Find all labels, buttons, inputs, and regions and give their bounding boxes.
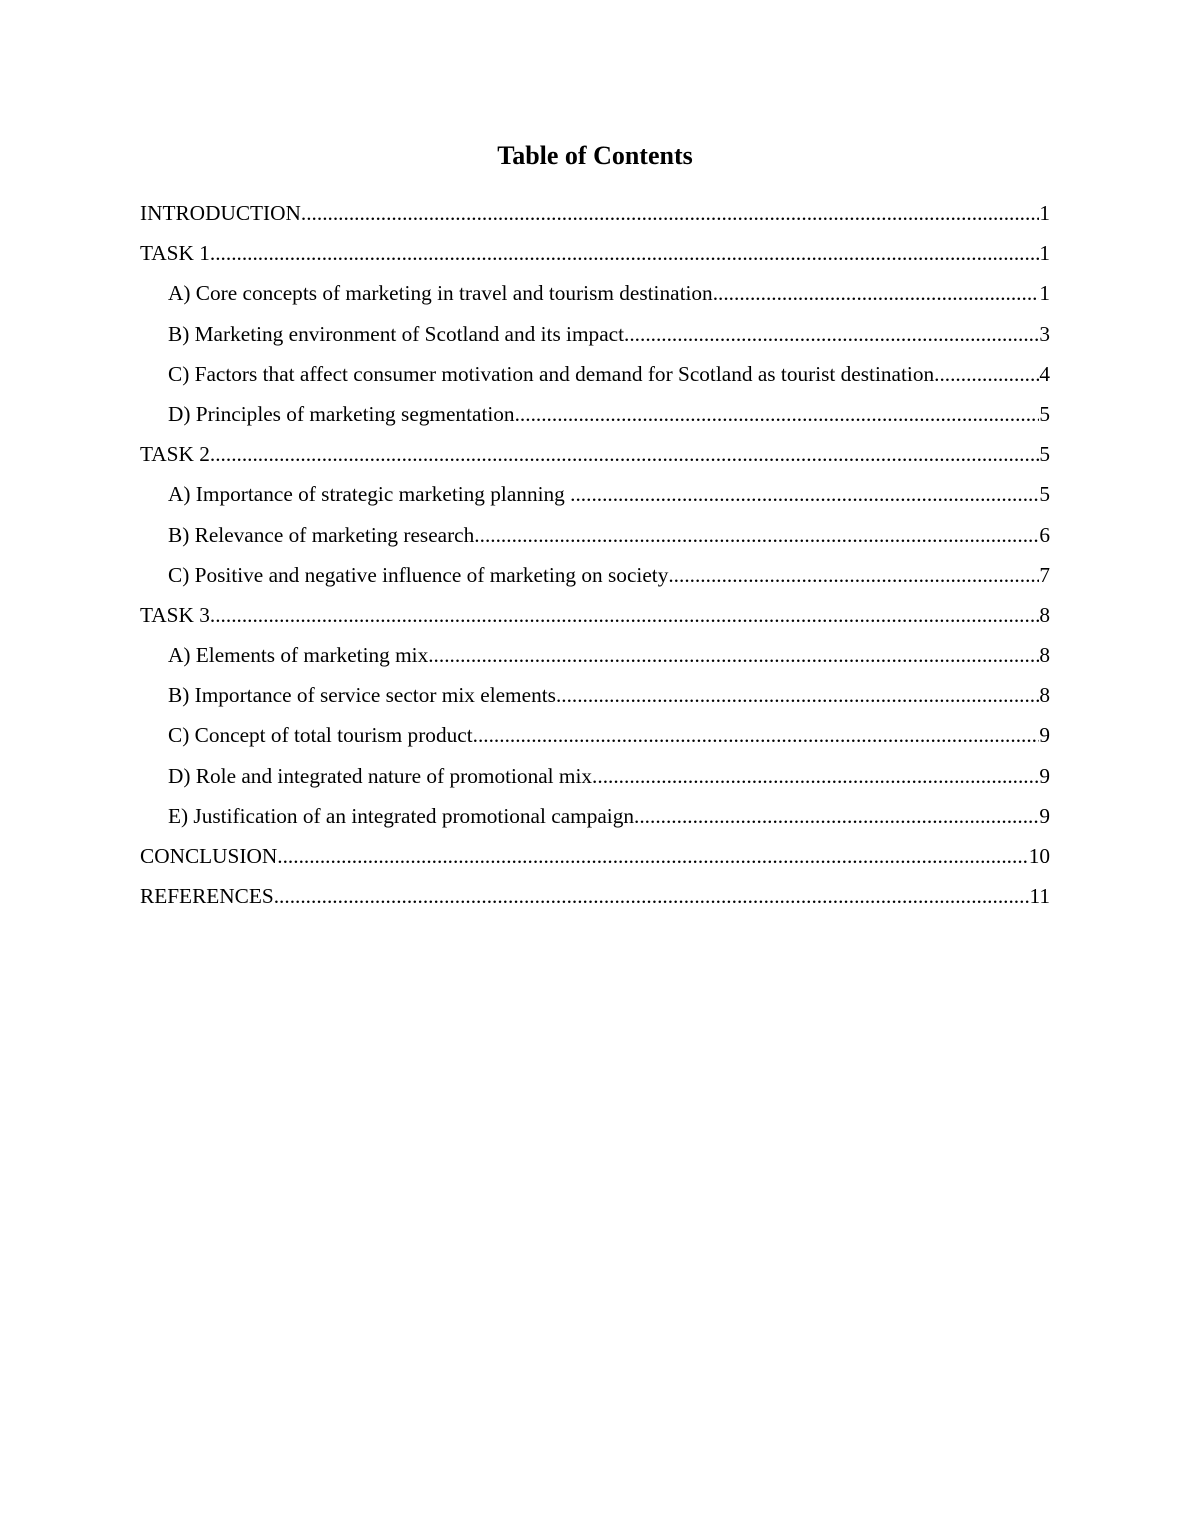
toc-entry-page-number: 8 xyxy=(1039,602,1050,627)
dot-leader xyxy=(301,196,1039,230)
toc-entry-task-1-a[interactable] xyxy=(140,276,1050,316)
dot-leader xyxy=(634,799,1039,833)
toc-entry-task-1-c[interactable] xyxy=(140,357,1050,397)
dot-leader xyxy=(934,357,1039,391)
dot-leader xyxy=(556,678,1039,712)
toc-entry-page-number: 5 xyxy=(1039,442,1050,467)
toc-entry-task-3-e[interactable] xyxy=(140,799,1050,839)
toc-entry-label: B) Relevance of marketing research xyxy=(168,522,475,547)
toc-entry-label: C) Positive and negative influence of marketing on society xyxy=(168,562,669,587)
dot-leader xyxy=(210,437,1039,471)
toc-entry-page-number: 9 xyxy=(1039,763,1050,788)
toc-entry-label: INTRODUCTION xyxy=(140,201,301,225)
toc-entry-conclusion[interactable] xyxy=(140,839,1050,879)
dot-leader xyxy=(624,317,1039,351)
toc-entry-page-number: 6 xyxy=(1039,522,1050,547)
toc-entry-page-number: 1 xyxy=(1039,241,1050,266)
toc-entry-page-number: 1 xyxy=(1039,281,1050,306)
toc-entry-task-3[interactable] xyxy=(140,598,1050,638)
toc-entry-label: B) Importance of service sector mix elements xyxy=(168,683,556,708)
dot-leader xyxy=(713,276,1040,310)
dot-leader xyxy=(210,236,1039,270)
toc-entry-task-3-a[interactable] xyxy=(140,638,1050,678)
toc-entry-page-number: 4 xyxy=(1039,361,1050,386)
toc-entry-label: E) Justification of an integrated promotional campaign xyxy=(168,803,635,828)
toc-entry-label: C) Concept of total tourism product xyxy=(168,723,473,748)
toc-entry-task-2-c[interactable] xyxy=(140,558,1050,598)
toc-entry-page-number: 10 xyxy=(1028,844,1050,868)
dot-leader xyxy=(473,718,1040,752)
toc-entry-page-number: 8 xyxy=(1039,683,1050,708)
dot-leader xyxy=(570,477,1039,511)
toc-entry-page-number: 5 xyxy=(1039,482,1050,507)
toc-entry-task-2-a[interactable] xyxy=(140,477,1050,517)
toc-entry-task-2-b[interactable] xyxy=(140,518,1050,558)
toc-entry-references[interactable] xyxy=(140,879,1050,919)
toc-entry-page-number: 7 xyxy=(1039,562,1050,587)
dot-leader xyxy=(277,839,1028,873)
toc-entry-page-number: 8 xyxy=(1039,643,1050,668)
toc-entry-task-1[interactable] xyxy=(140,236,1050,276)
toc-entry-label: C) Factors that affect consumer motivation and demand for Scotland as tourist destination xyxy=(168,361,935,386)
toc-entry-label: A) Elements of marketing mix xyxy=(168,643,429,668)
toc-entry-task-1-b[interactable] xyxy=(140,317,1050,357)
toc-entry-label: B) Marketing environment of Scotland and its impact xyxy=(168,321,625,346)
toc-entry-page-number: 3 xyxy=(1039,321,1050,346)
dot-leader xyxy=(474,518,1039,552)
dot-leader xyxy=(428,638,1039,672)
toc-entry-label: REFERENCES xyxy=(140,884,274,909)
toc-entry-task-2[interactable] xyxy=(140,437,1050,477)
toc-entry-page-number: 5 xyxy=(1039,401,1050,426)
toc-entry-label: D) Role and integrated nature of promotional mix xyxy=(168,763,593,788)
toc-entry-page-number: 1 xyxy=(1039,201,1050,225)
toc-entry-page-number: 11 xyxy=(1029,884,1050,909)
dot-leader xyxy=(592,759,1039,793)
toc-entry-page-number: 9 xyxy=(1039,803,1050,828)
toc-entry-page-number: 9 xyxy=(1039,723,1050,748)
dot-leader xyxy=(210,598,1039,632)
toc-entry-task-1-d[interactable] xyxy=(140,397,1050,437)
toc-entry-task-3-d[interactable] xyxy=(140,759,1050,799)
toc-title: Table of Contents xyxy=(497,141,693,170)
toc-entry-task-3-c[interactable] xyxy=(140,718,1050,758)
toc-entry-label: TASK 3 xyxy=(140,602,210,627)
toc-entry-label: A) Importance of strategic marketing planning xyxy=(168,482,571,507)
toc-entry-introduction[interactable] xyxy=(140,196,1050,236)
toc-entry-label: D) Principles of marketing segmentation xyxy=(168,401,515,426)
toc-entry-label: TASK 1 xyxy=(140,241,210,266)
toc-entry-label: CONCLUSION xyxy=(140,844,278,868)
toc-list xyxy=(140,196,1050,919)
toc-entry-label: TASK 2 xyxy=(140,442,210,467)
dot-leader xyxy=(668,558,1039,592)
toc-entry-label: A) Core concepts of marketing in travel and tourism destination xyxy=(168,281,713,306)
dot-leader xyxy=(515,397,1040,431)
toc-entry-task-3-b[interactable] xyxy=(140,678,1050,718)
dot-leader xyxy=(274,879,1030,913)
